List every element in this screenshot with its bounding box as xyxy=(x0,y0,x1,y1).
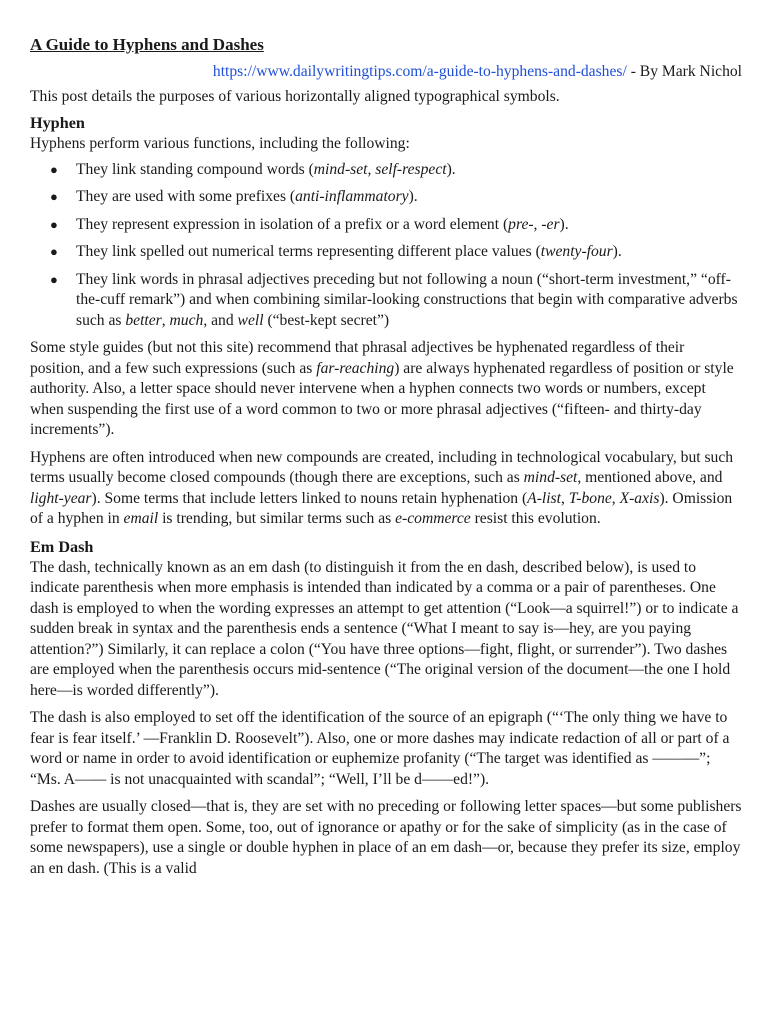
bullet-dot-icon: ● xyxy=(50,161,58,177)
list-item-text: They are used with some prefixes (anti-inflammatory). xyxy=(76,188,418,205)
bullet-dot-icon: ● xyxy=(50,216,58,232)
italic-term: mind-set, self-respect xyxy=(313,160,447,178)
bullet-dot-icon: ● xyxy=(50,244,58,259)
italic-term: X-axis xyxy=(619,489,660,507)
hyphen-paragraph: Hyphens are often introduced when new compounds are created, including in technological vocabulary, but such terms usually become closed compounds (though there are exceptions, such as mind-set, mentioned above, and light-year). Some terms that include letters linked to nouns retain hyphenation (A-list, T-bone, X-axis). Omission of a hyphen in email is trending, but similar terms such as e-commerce resist this evolution. xyxy=(30,448,734,527)
source-line xyxy=(30,62,742,83)
italic-term: well xyxy=(237,311,264,329)
italic-term: light-year xyxy=(30,489,92,507)
section-heading-hyphen: Hyphen xyxy=(30,114,85,132)
list-item xyxy=(30,242,742,263)
italic-term: T-bone xyxy=(568,489,612,507)
hyphen-paragraph: Some style guides (but not this site) recommend that phrasal adjectives be hyphenated regardless of their position, and a few such expressions (such as far-reaching) are always hyphenated regardless of position or style authority. Also, a letter space should never intervene when a hyphen connects two words or numbers, except when suspending the first use of a word common to two or more phrasal adjectives (“fifteen- and thirty-day increments”). xyxy=(30,339,734,438)
italic-term: A-list xyxy=(527,489,561,507)
italic-term: far-reaching xyxy=(316,359,395,377)
list-item-text: They link standing compound words (mind-set, self-respect). xyxy=(76,160,456,178)
em-dash-paragraph: The dash is also employed to set off the identification of the source of an epigraph (“‘The only thing we have to fear is fear itself.’ —Franklin D. Roosevelt”). Also, one or more dashes may indicate redaction of all or part of a word or name in order to avoid identification or euphemize profanity (“The target was identified as ———”; “Ms. A—— is not unacquainted with scandal”; “Well, I’ll be d——ed!”). xyxy=(30,709,730,788)
bullet-dot-icon: ● xyxy=(50,271,58,287)
document-page xyxy=(30,34,742,886)
list-item xyxy=(30,187,742,208)
italic-term: pre-, -er xyxy=(508,215,560,233)
source-link[interactable]: https://www.dailywritingtips.com/a-guide-to-hyphens-and-dashes/ xyxy=(212,63,627,80)
hyphen-bullet-list xyxy=(30,160,742,332)
list-item xyxy=(30,270,742,332)
page-title: A Guide to Hyphens and Dashes xyxy=(30,35,264,54)
section-heading-em-dash: Em Dash xyxy=(30,537,94,556)
em-dash-paragraph: The dash, technically known as an em dash (to distinguish it from the en dash, described below), is used to indicate parenthesis when more emphasis is intended than indicated by a comma or a pair of parentheses. One dash is employed to when the wording expresses an attempt to get attention (“Look—a squirrel!”) or to indicate a sudden break in syntax and the parenthesis ends a sentence (“What I meant to say is—hey, are you paying attention?”) Similarly, it can replace a colon (“You have three options—fight, flight, or surrender”). Two dashes are employed when the parenthesis occurs mid-sentence (“The original version of the document—the one I hold here—is worded differently”). xyxy=(30,558,739,699)
list-item-text: They link spelled out numerical terms representing different place values (twenty-four). xyxy=(76,243,622,260)
italic-term: mind-set xyxy=(523,469,578,486)
list-item-text: They represent expression in isolation of a prefix or a word element (pre-, -er). xyxy=(76,215,569,233)
bullet-dot-icon: ● xyxy=(50,189,58,204)
italic-term: twenty-four xyxy=(540,243,613,260)
italic-term: better xyxy=(125,311,162,329)
italic-term: much xyxy=(169,311,204,329)
italic-term: anti-inflammatory xyxy=(295,188,409,205)
em-dash-paragraph: Dashes are usually closed—that is, they are set with no preceding or following letter spaces—but some publishers prefer to format them open. Some, too, out of ignorance or apathy or for the sake of simplicity (as in the case of some newspapers), use a single or double hyphen in place of an em dash—or, because they prefer its size, employ an en dash. (This is a valid xyxy=(30,798,742,877)
list-item-text: They link words in phrasal adjectives preceding but not following a noun (“short-term investment,” “off-the-cuff remark”) and when combining similar-looking constructions that begin with comparative adverbs such as better, much, and well (“best-kept secret”) xyxy=(76,270,738,329)
italic-term: e-commerce xyxy=(395,510,471,527)
italic-term: email xyxy=(123,510,159,527)
intro-paragraph: This post details the purposes of various horizontally aligned typographical symbols. xyxy=(30,87,560,105)
list-item xyxy=(30,160,742,181)
byline: - By Mark Nichol xyxy=(626,63,742,80)
list-item xyxy=(30,215,742,236)
hyphen-lead: Hyphens perform various functions, including the following: xyxy=(30,135,410,152)
